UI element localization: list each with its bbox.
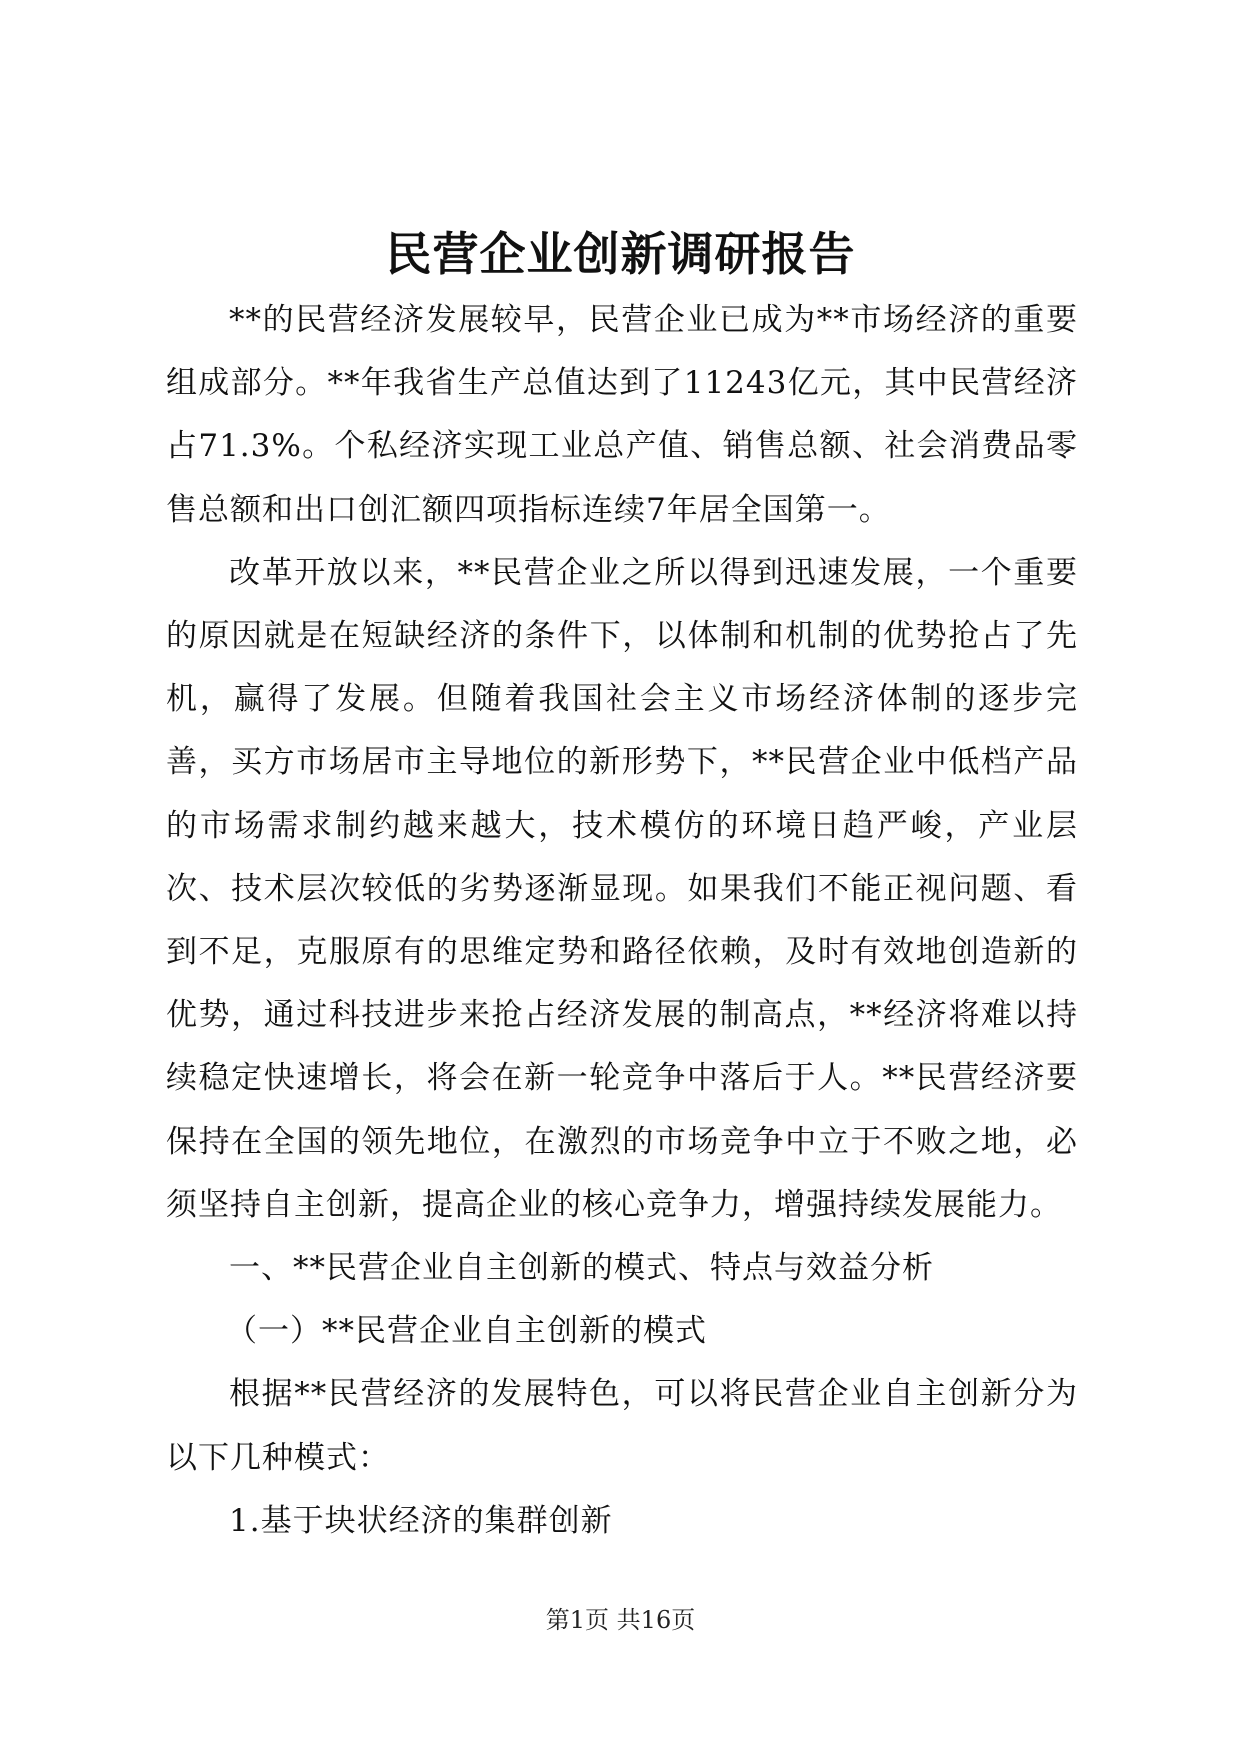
subsection-heading: （一）**民营企业自主创新的模式	[226, 1313, 707, 1350]
paragraph-reform: 改革开放以来，**民营企业之所以得到迅速发展，一个重要的原因就是在短缺经济的条件下，以体制和机制的优势抢占了先机，赢得了发展。但随着我国社会主义市场经济体制的逐步完善，买方市场居市主导地位的新形势下，**民营企业中低档产品的市场需求制约越来越大，技术模仿的环境日趋严峻，产业层次、技术层次较低的劣势逐渐显现。如果我们不能正视问题、看到不足，克服原有的思维定势和路径依赖，及时有效地创造新的优势，通过科技进步来抢占经济发展的制高点，**经济将难以持续稳定快速增长，将会在新一轮竞争中落后于人。**民营经济要保持在全国的领先地位，在激烈的市场竞争中立于不败之地，必须坚持自主创新，提高企业的核心竞争力，增强持续发展能力。	[166, 554, 1078, 1223]
document-title: 民营企业创新调研报告	[385, 227, 856, 281]
document-body	[166, 289, 1078, 1553]
paragraph-modes: 根据**民营经济的发展特色，可以将民营企业自主创新分为以下几种模式：	[166, 1376, 1078, 1476]
section-heading: 一、**民营企业自主创新的模式、特点与效益分析	[229, 1250, 934, 1287]
page-number: 第1页 共16页	[545, 1606, 696, 1634]
list-item-1: 1.基于块状经济的集群创新	[229, 1502, 613, 1539]
paragraph-intro: **的民营经济发展较早，民营企业已成为**市场经济的重要组成部分。**年我省生产总值达到了11243亿元，其中民营经济占71.3%。个私经济实现工业总产值、销售总额、社会消费品零售总额和出口创汇额四项指标连续7年居全国第一。	[166, 302, 1078, 528]
